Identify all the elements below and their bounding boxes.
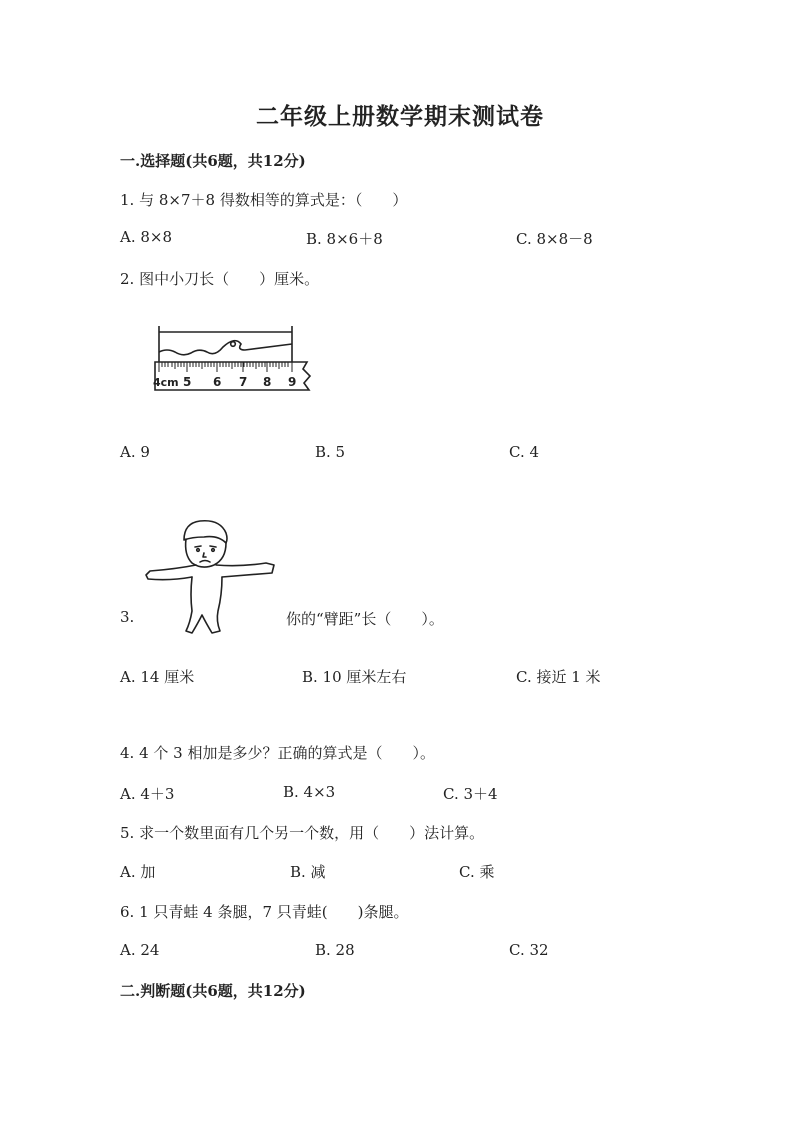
question-3: 你的“臂距”长（ ）。	[286, 610, 444, 628]
q5-option-a: A. 加	[120, 863, 156, 881]
ruler-label-6: 6	[213, 375, 222, 389]
q6-option-c: C. 32	[509, 941, 549, 959]
q6-option-a: A. 24	[120, 941, 160, 959]
q5-option-c: C. 乘	[459, 863, 495, 881]
page-title: 二年级上册数学期末测试卷	[256, 103, 544, 130]
q3-option-b: B. 10 厘米左右	[302, 668, 407, 686]
knife-ruler-figure	[145, 322, 320, 397]
knife-drawing	[159, 326, 292, 362]
ruler-label-8: 8	[263, 375, 272, 389]
ruler-label-5: 5	[183, 375, 192, 389]
question-1: 1. 与 8×7＋8 得数相等的算式是：（ ）	[120, 191, 408, 209]
q2-option-c: C. 4	[509, 443, 540, 461]
section-heading-choice: 一.选择题(共6题，共12分)	[120, 152, 306, 170]
q5-option-b: B. 减	[290, 863, 326, 881]
q4-option-b: B. 4×3	[283, 783, 336, 801]
question-3-number: 3.	[120, 608, 135, 626]
q1-option-c: C. 8×8－8	[516, 230, 593, 248]
q1-option-b: B. 8×6＋8	[306, 230, 383, 248]
ruler-label-7: 7	[239, 375, 248, 389]
child-arm-span-figure	[140, 515, 280, 640]
q4-option-a: A. 4＋3	[120, 785, 175, 803]
q2-option-b: B. 5	[315, 443, 346, 461]
q4-option-c: C. 3＋4	[443, 785, 498, 803]
q2-option-a: A. 9	[120, 443, 150, 461]
q6-option-b: B. 28	[315, 941, 355, 959]
question-4: 4. 4 个 3 相加是多少？正确的算式是（ ）。	[120, 744, 435, 762]
question-2: 2. 图中小刀长（ ）厘米。	[120, 270, 320, 288]
question-6: 6. 1 只青蛙 4 条腿，7 只青蛙( )条腿。	[120, 903, 409, 921]
section-heading-judgment: 二.判断题(共6题，共12分)	[120, 982, 306, 1000]
ruler-label-4cm: 4cm	[153, 376, 179, 389]
q1-option-a: A. 8×8	[120, 228, 173, 246]
q3-option-a: A. 14 厘米	[120, 668, 195, 686]
ruler-label-9: 9	[288, 375, 297, 389]
q3-option-c: C. 接近 1 米	[516, 668, 601, 686]
question-5: 5. 求一个数里面有几个另一个数，用（ ）法计算。	[120, 824, 485, 842]
